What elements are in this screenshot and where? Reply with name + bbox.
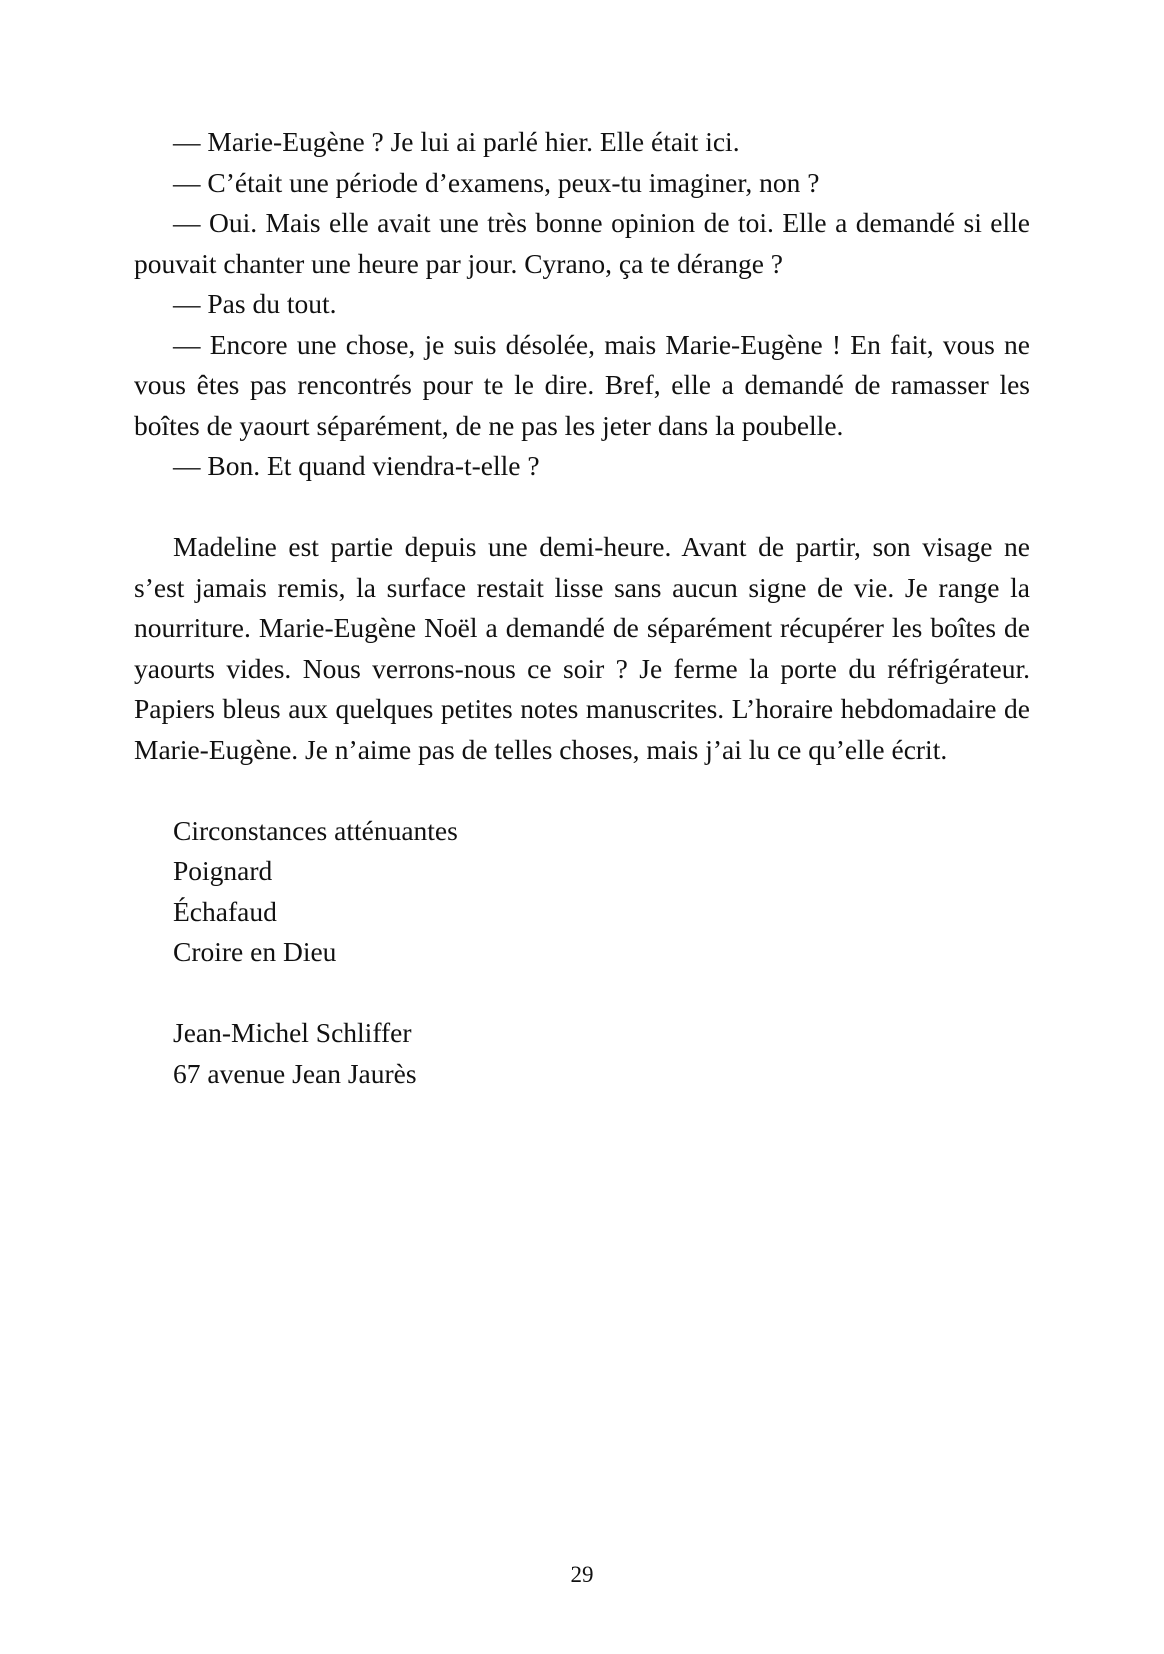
dialogue-block	[134, 122, 1030, 487]
address-name: Jean-Michel Schliffer	[173, 1017, 412, 1048]
dialogue-line: — Bon. Et quand viendra-t-elle ?	[173, 450, 540, 481]
note-item: Circonstances atténuantes	[173, 814, 458, 846]
section-gap	[134, 973, 1030, 1014]
note-item: Échafaud	[173, 895, 277, 927]
page-body	[134, 122, 1030, 1094]
dialogue-line: — Oui. Mais elle avait une très bonne opinion de toi. Elle a demandé si elle pouvait chanter une heure par jour. Cyrano, ça te dérange ?	[134, 207, 1030, 279]
dialogue-line: — C’était une période d’examens, peux-tu imaginer, non ?	[173, 166, 820, 198]
notes-list	[134, 811, 1030, 973]
dialogue-line: — Encore une chose, je suis désolée, mais Marie-Eugène ! En fait, vous ne vous êtes pas rencontrés pour te le dire. Bref, elle a demandé de ramasser les boîtes de yaourt séparément, de ne pas les jeter dans la poubelle.	[134, 328, 1030, 441]
page-number: 29	[570, 1562, 594, 1587]
narrative-paragraph: Madeline est partie depuis une demi-heure. Avant de partir, son visage ne s’est jamais remis, la surface restait lisse sans aucun signe de vie. Je range la nourriture. Marie-Eugène Noël a demandé de séparément récupérer les boîtes de yaourts vides. Nous verrons-nous ce soir ? Je ferme la porte du réfrigérateur. Papiers bleus aux quelques petites notes manuscrites. L’horaire hebdomadaire de Marie-Eugène. Je n’aime pas de telles choses, mais j’ai lu ce qu’elle écrit.	[134, 531, 1030, 765]
dialogue-line: — Pas du tout.	[173, 288, 337, 319]
section-gap	[134, 487, 1030, 528]
note-item: Croire en Dieu	[173, 936, 337, 967]
section-gap	[134, 770, 1030, 811]
address-block	[134, 1013, 1030, 1094]
address-street: 67 avenue Jean Jaurès	[173, 1057, 417, 1089]
dialogue-line: — Marie-Eugène ? Je lui ai parlé hier. Elle était ici.	[173, 126, 740, 157]
note-item: Poignard	[173, 855, 273, 886]
